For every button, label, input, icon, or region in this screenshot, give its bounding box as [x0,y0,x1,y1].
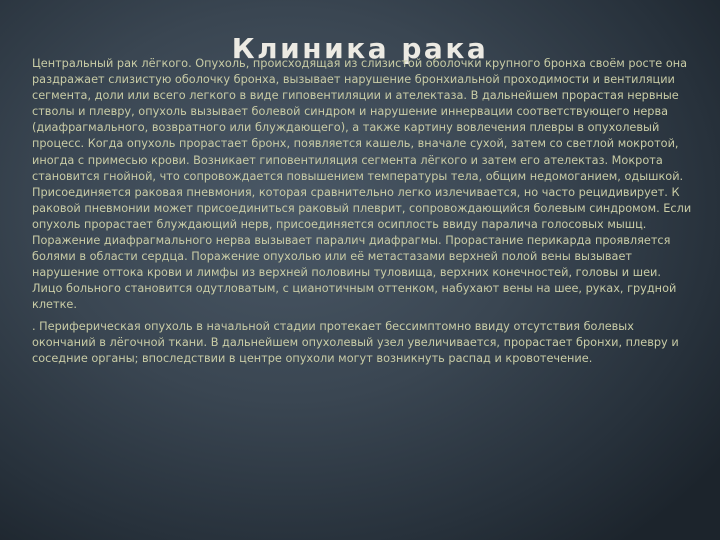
paragraph-peripheral-tumor: . Периферическая опухоль в начальной стадии протекает бессимптомно ввиду отсутствия болевых окончаний в лёгочной ткани. В дальнейшем опухолевый узел увеличивается, прорастает бронхи, плевру и соседние органы; впоследствии в центре опухоли могут возникнуть распад и кровотечение. [32,319,679,365]
paragraph-central-cancer: Центральный рак лёгкого. Опухоль, происходящая из слизистой оболочки крупного бронха своём росте она раздражает слизистую оболочку бронха, вызывает нарушение бронхиальной проходимости и вентиляции сегмента, доли или всего легкого в виде гиповентиляции и ателектаза. В дальнейшем прорастая нервные стволы и плевру, опухоль вызывает болевой синдром и нарушение иннервации соответствующего нерва (диафрагмального, возвратного или блуждающего), а также картину вовлечения плевры в опухолевый процесс. Когда опухоль прорастает бронх, появляется кашель, вначале сухой, затем со светлой мокротой, иногда с примесью крови. Возникает гиповентиляция сегмента лёгкого и затем его ателектаз. Мокрота становится гнойной, что сопровождается повышением температуры тела, общим недомоганием, одышкой. Присоединяется раковая пневмония, которая сравнительно легко излечивается, но часто рецидивирует. К раковой пневмонии может присоединиться раковый плеврит, сопровождающийся болевым синдромом. Если опухоль прорастает блуждающий нерв, присоединяется осиплость ввиду паралича голосовых мышц. Поражение диафрагмального нерва вызывает паралич диафрагмы. Прорастание перикарда проявляется болями в области сердца. Поражение опухолью или её метастазами верхней полой вены вызывает нарушение оттока крови и лимфы из верхней половины туловища, верхних конечностей, головы и шеи. Лицо больного становится одутловатым, с цианотичным оттенком, набухают вены на шее, руках, грудной клетке. [32,57,692,312]
slide-body [32,56,692,367]
slide-title: Клиника рака [231,31,489,65]
